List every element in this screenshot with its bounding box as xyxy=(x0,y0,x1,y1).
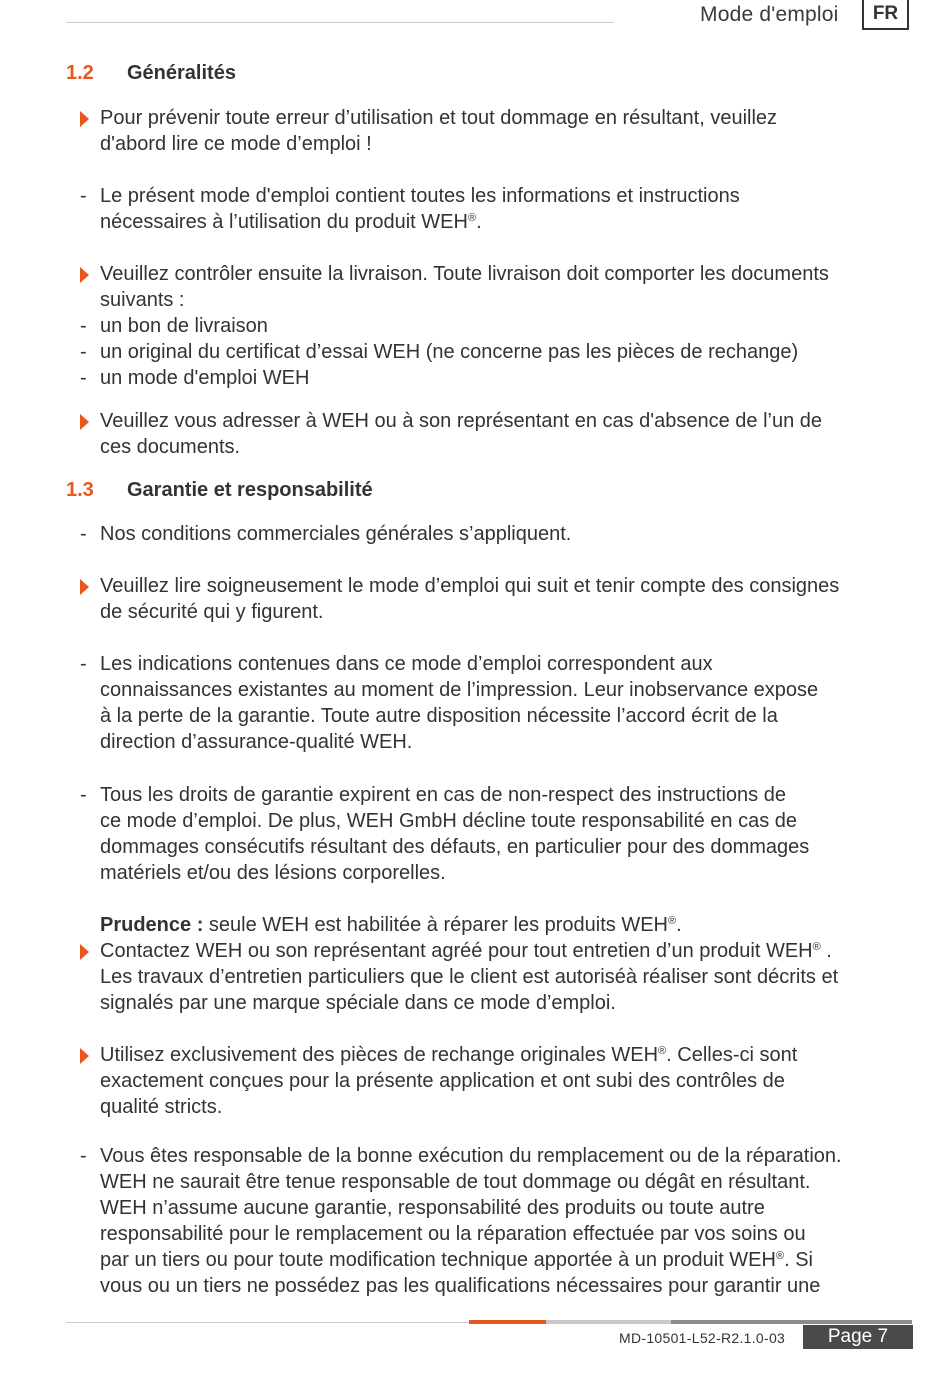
text-line: nécessaires à l’utilisation du produit WEH®. xyxy=(100,211,482,233)
text-line: dommages consécutifs résultant des défauts, en particulier pour des dommages xyxy=(100,836,810,858)
text-line: Le présent mode d'emploi contient toutes les informations et instructions xyxy=(100,185,740,207)
text-line: signalés par une marque spéciale dans ce mode d’emploi. xyxy=(100,992,616,1014)
dash-bullet: - xyxy=(80,653,87,675)
instruction-block xyxy=(100,573,920,625)
info-block xyxy=(80,183,920,235)
text-line: Nos conditions commerciales générales s’appliquent. xyxy=(100,523,572,545)
instruction-block xyxy=(80,261,920,391)
registered-mark: ® xyxy=(775,1250,785,1262)
text-line: Veuillez vous adresser à WEH ou à son représentant en cas d'absence de l’un de xyxy=(100,410,823,432)
text-line: qualité stricts. xyxy=(100,1096,223,1118)
registered-mark: ® xyxy=(668,915,677,927)
text-line: connaissances existantes au moment de l’impression. Leur inobservance expose xyxy=(100,679,819,701)
registered-mark: ® xyxy=(812,941,821,953)
caution-label: Prudence : xyxy=(100,914,204,936)
triangle-right-icon xyxy=(80,111,89,127)
text-line: de sécurité qui y figurent. xyxy=(100,601,324,623)
text-line: matériels et/ou des lésions corporelles. xyxy=(100,862,446,884)
dash-bullet: - xyxy=(80,185,87,207)
text-line: Contactez WEH ou son représentant agréé pour tout entretien d’un produit WEH® . xyxy=(100,938,920,964)
text-line: Vous êtes responsable de la bonne exécution du remplacement ou de la réparation. xyxy=(100,1145,842,1167)
header-title: Mode d'emploi xyxy=(700,3,839,26)
list-item: - un original du certificat d’essai WEH (ne concerne pas les pièces de rechange) xyxy=(80,341,799,363)
text-line: Veuillez contrôler ensuite la livraison. Toute livraison doit comporter les documents xyxy=(100,263,829,285)
page-number: Page 7 xyxy=(803,1325,913,1349)
instruction-block xyxy=(100,105,920,157)
list-item: - un mode d'emploi WEH xyxy=(80,367,310,389)
dash-bullet: - xyxy=(80,341,87,363)
text-line: par un tiers ou pour toute modification technique apportée à un produit WEH®. Si xyxy=(100,1249,813,1271)
info-block xyxy=(80,521,920,547)
triangle-right-icon xyxy=(80,1048,89,1064)
text-line: vous ou un tiers ne possédez pas les qualifications nécessaires pour garantir une xyxy=(100,1275,821,1297)
text-line: suivants : xyxy=(100,289,185,311)
document-code: MD-10501-L52-R2.1.0-03 xyxy=(619,1330,786,1346)
text-line: responsabilité pour le remplacement ou la réparation effectuée par vos soins ou xyxy=(100,1223,806,1245)
caution-block xyxy=(100,912,920,1016)
dash-bullet: - xyxy=(80,523,87,545)
text-line: WEH n’assume aucune garantie, responsabilité des produits ou toute autre xyxy=(100,1197,765,1219)
section-number: 1.3 xyxy=(66,479,94,501)
text-line: direction d’assurance-qualité WEH. xyxy=(100,731,413,753)
text-line: Les travaux d’entretien particuliers que le client est autoriséà réaliser sont décrits et xyxy=(100,966,839,988)
footer-bar-light xyxy=(546,1320,671,1324)
text-line: Les indications contenues dans ce mode d’emploi correspondent aux xyxy=(100,653,713,675)
section-title: Garantie et responsabilité xyxy=(127,479,373,501)
text-line: exactement conçues pour la présente application et ont subi des contrôles de xyxy=(100,1070,785,1092)
header-rule xyxy=(66,22,614,23)
dash-bullet: - xyxy=(80,784,87,806)
language-badge: FR xyxy=(862,0,909,30)
text-line: ces documents. xyxy=(100,436,241,458)
info-block xyxy=(80,782,920,886)
triangle-right-icon xyxy=(80,267,89,283)
dash-bullet: - xyxy=(80,367,87,389)
footer-bar-dark xyxy=(671,1320,912,1324)
info-block xyxy=(80,1143,920,1299)
text-line: Pour prévenir toute erreur d’utilisation et tout dommage en résultant, veuillez xyxy=(100,107,778,129)
text-line: d'abord lire ce mode d’emploi ! xyxy=(100,133,372,155)
section-heading-1-3 xyxy=(66,479,373,502)
text-line: ce mode d’emploi. De plus, WEH GmbH décline toute responsabilité en cas de xyxy=(100,810,798,832)
dash-bullet: - xyxy=(80,315,87,337)
text-line: à la perte de la garantie. Toute autre disposition nécessite l’accord écrit de la xyxy=(100,705,778,727)
info-block xyxy=(80,651,920,755)
instruction-block xyxy=(100,408,920,460)
triangle-right-icon xyxy=(80,579,89,595)
triangle-right-icon xyxy=(80,414,89,430)
section-heading-1-2 xyxy=(66,62,236,85)
instruction-block xyxy=(100,1042,920,1120)
section-number: 1.2 xyxy=(66,62,94,84)
section-title: Généralités xyxy=(127,62,236,84)
text-line: WEH ne saurait être tenue responsable de tout dommage ou dégât en résultant. xyxy=(100,1171,811,1193)
text-line: Tous les droits de garantie expirent en cas de non-respect des instructions de xyxy=(100,784,786,806)
text-line: Utilisez exclusivement des pièces de rechange originales WEH®. Celles-ci sont xyxy=(100,1044,798,1066)
list-item: - un bon de livraison xyxy=(80,315,268,337)
dash-bullet: - xyxy=(80,1145,87,1167)
triangle-right-icon xyxy=(80,944,89,960)
footer-accent-bar xyxy=(469,1320,546,1324)
registered-mark: ® xyxy=(658,1045,667,1057)
registered-mark: ® xyxy=(467,212,477,224)
text-line: Veuillez lire soigneusement le mode d’emploi qui suit et tenir compte des consignes xyxy=(100,575,840,597)
text-line: Prudence : seule WEH est habilitée à réparer les produits WEH®. xyxy=(100,914,682,936)
